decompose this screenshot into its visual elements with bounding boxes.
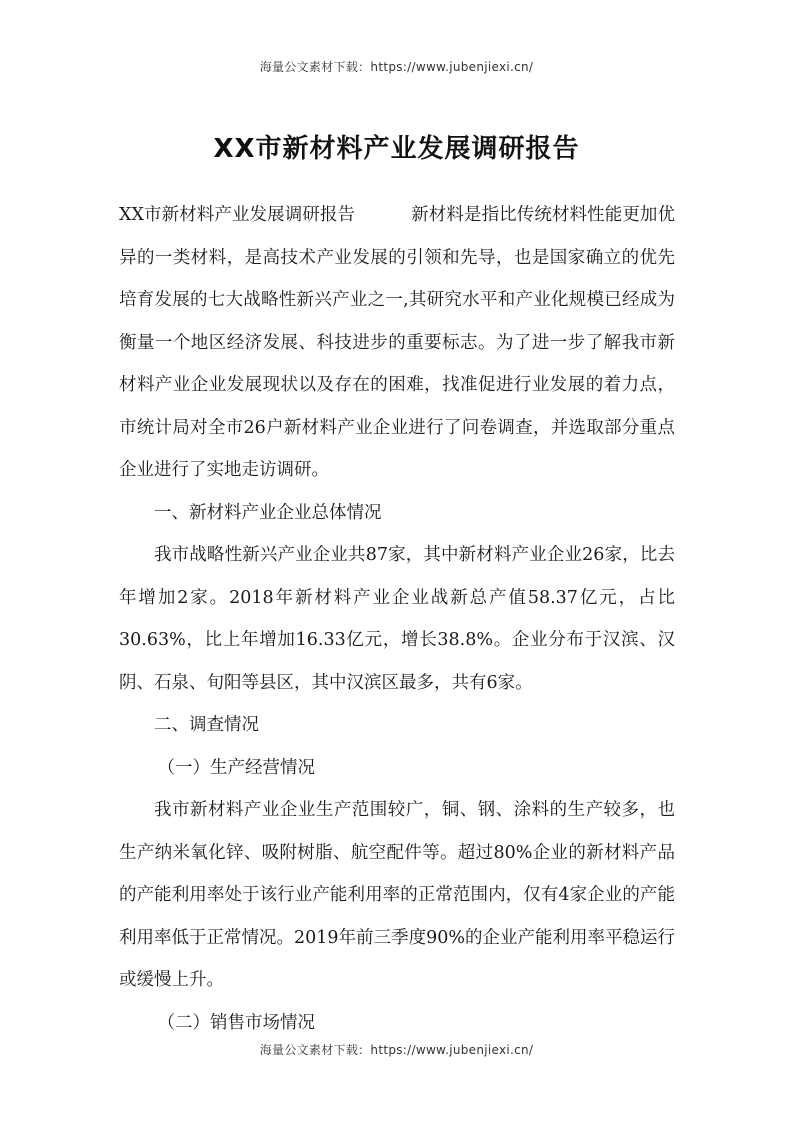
subsection-2-heading: （二）销售市场情况 — [157, 1012, 315, 1033]
intro-paragraph — [119, 194, 675, 492]
subsection-1-paragraph: 我市新材料产业企业生产范围较广，铜、钢、涂料的生产较多，也生产纳米氧化锌、吸附树脂、航空配件等。超过80%企业的新材料产品的产能利用率处于该行业产能利用率的正常范围内，仅有4家企业的产能利用率低于正常情况。2019年前三季度90%的企业产能利用率平稳运行或缓慢上升。 — [119, 800, 675, 990]
section-2-heading: 二、调查情况 — [154, 715, 259, 735]
page-footer: 海量公文素材下载：https://www.jubenjiexi.cn/ — [259, 1043, 534, 1057]
document-title: XX市新材料产业发展调研报告 — [213, 134, 580, 164]
intro-lead: XX市新材料产业发展调研报告 — [119, 205, 356, 225]
subsection-1-heading: （一）生产经营情况 — [157, 757, 315, 778]
document-body — [119, 194, 675, 1044]
section-1-paragraph: 我市战略性新兴产业企业共87家，其中新材料产业企业26家，比去年增加2家。2018年新材料产业企业战新总产值58.37亿元，占比30.63%，比上年增加16.33亿元，增长38.8%。企业分布于汉滨、汉阴、石泉、旬阳等县区，其中汉滨区最多，共有6家。 — [119, 545, 675, 693]
intro-text: 新材料是指比传统材料性能更加优异的一类材料，是高技术产业发展的引领和先导，也是国家确立的优先培育发展的七大战略性新兴产业之一,其研究水平和产业化规模已经成为衡量一个地区经济发展、科技进步的重要标志。为了进一步了解我市新材料产业企业发展现状以及存在的困难，找准促进行业发展的着力点，市统计局对全市26户新材料产业企业进行了问卷调查，并选取部分重点企业进行了实地走访调研。 — [119, 205, 676, 480]
section-1-heading: 一、新材料产业企业总体情况 — [154, 502, 382, 523]
page-header: 海量公文素材下载：https://www.jubenjiexi.cn/ — [259, 60, 534, 74]
